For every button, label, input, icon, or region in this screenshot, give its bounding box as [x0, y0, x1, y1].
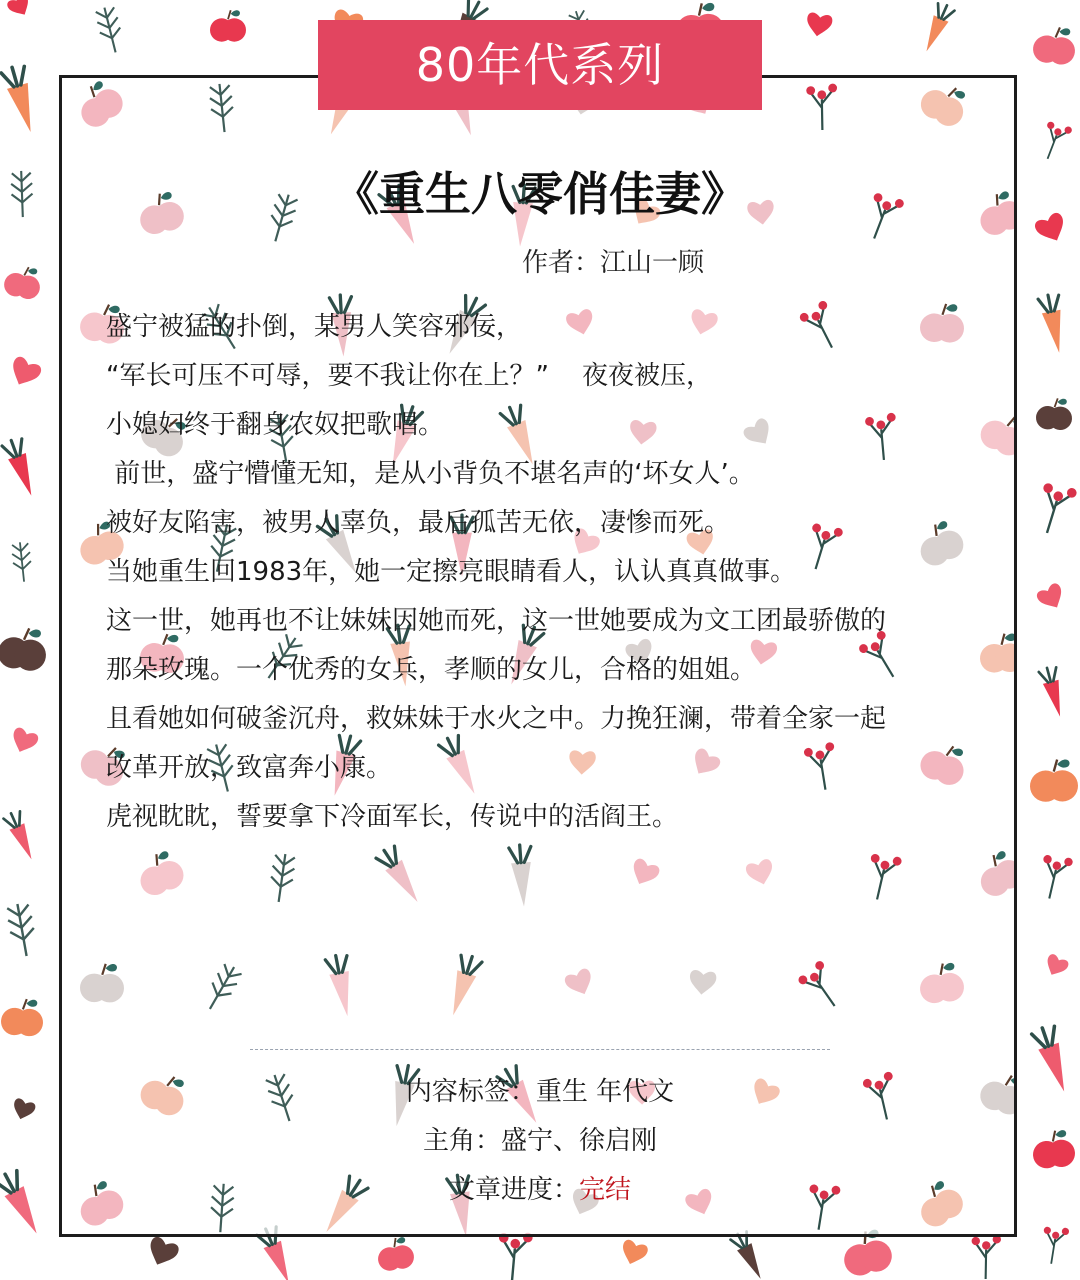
- tags-value: 重生 年代文: [535, 1077, 675, 1107]
- synopsis-line: 被好友陷害，被男人辜负，最后孤苦无依，凄惨而死。: [106, 508, 731, 538]
- berry-sprig-icon: [1035, 852, 1074, 902]
- carrot-icon: [918, 2, 955, 55]
- author-name: 江山一顾: [600, 248, 705, 278]
- berry-sprig-icon: [1039, 1224, 1070, 1265]
- leads-value: 盛宁、徐启刚: [501, 1126, 658, 1156]
- synopsis-line: 前世，盛宁懵懂无知，是从小背负不堪名声的‘坏女人’。: [106, 459, 755, 489]
- sprig-icon: [6, 902, 39, 958]
- synopsis: [106, 303, 976, 842]
- apple-icon: [0, 625, 49, 673]
- synopsis-line: 盛宁被猛的扑倒，某男人笑容邪佞，: [106, 312, 523, 342]
- carrot-icon: [1, 64, 43, 135]
- dashed-divider: [250, 1049, 830, 1050]
- synopsis-line: 小媳妇终于翻身农奴把歌唱。: [106, 410, 445, 440]
- apple-icon: [1035, 397, 1073, 430]
- carrot-icon: [3, 810, 40, 863]
- apple-icon: [1030, 759, 1079, 802]
- apple-icon: [375, 1236, 415, 1273]
- leads-line: [0, 1121, 1080, 1161]
- heart-icon: [618, 1238, 649, 1268]
- synopsis-line: “军长可压不可辱，要不我让你在上？” 夜夜被压，: [106, 361, 712, 391]
- carrot-icon: [730, 1230, 769, 1280]
- apple-icon: [1031, 25, 1077, 67]
- progress-label: 文章进度：: [448, 1175, 579, 1205]
- heart-icon: [144, 1235, 181, 1270]
- heart-icon: [1035, 582, 1068, 614]
- berry-sprig-icon: [495, 1230, 533, 1280]
- leads-label: 主角：: [422, 1126, 501, 1156]
- synopsis-line: 那朵玫瑰。一个优秀的女兵，孝顺的女儿，合格的姐姐。: [106, 655, 757, 685]
- series-banner: 80年代系列: [318, 20, 762, 110]
- apple-icon: [0, 997, 44, 1037]
- berry-sprig-icon: [1036, 119, 1073, 163]
- berry-sprig-icon: [971, 1235, 1001, 1280]
- heart-icon: [8, 726, 40, 756]
- author-line: [522, 245, 704, 281]
- sprig-icon: [11, 541, 33, 582]
- heart-icon: [6, 355, 43, 391]
- apple-icon: [2, 263, 44, 301]
- sprig-icon: [94, 5, 126, 55]
- heart-icon: [6, 0, 34, 20]
- carrot-icon: [1038, 293, 1070, 355]
- synopsis-line: 虎视眈眈，誓要拿下冷面军长，传说中的活阎王。: [106, 802, 679, 832]
- synopsis-line: 改革开放，致富奔小康。: [106, 753, 393, 783]
- heart-icon: [1042, 953, 1070, 980]
- progress-status: 完结: [579, 1175, 632, 1205]
- synopsis-line: 当她重生回1983年，她一定擦亮眼睛看人，认认真真做事。: [106, 557, 797, 587]
- progress-line: [0, 1170, 1080, 1210]
- carrot-icon: [1038, 666, 1068, 719]
- synopsis-line: 且看她如何破釜沉舟，救妹妹于水火之中。力挽狂澜，带着全家一起: [106, 704, 887, 734]
- book-title: 《重生八零俏佳妻》: [333, 167, 747, 221]
- apple-icon: [210, 10, 246, 42]
- tags-label: 内容标签：: [405, 1077, 536, 1107]
- author-label: 作者：: [522, 248, 601, 278]
- heart-icon: [804, 12, 833, 39]
- berry-sprig-icon: [1031, 480, 1078, 538]
- carrot-icon: [1, 437, 41, 499]
- tags-line: [0, 1072, 1080, 1112]
- synopsis-line: 这一世，她再也不让妹妹因她而死，这一世她要成为文工团最骄傲的: [106, 606, 887, 636]
